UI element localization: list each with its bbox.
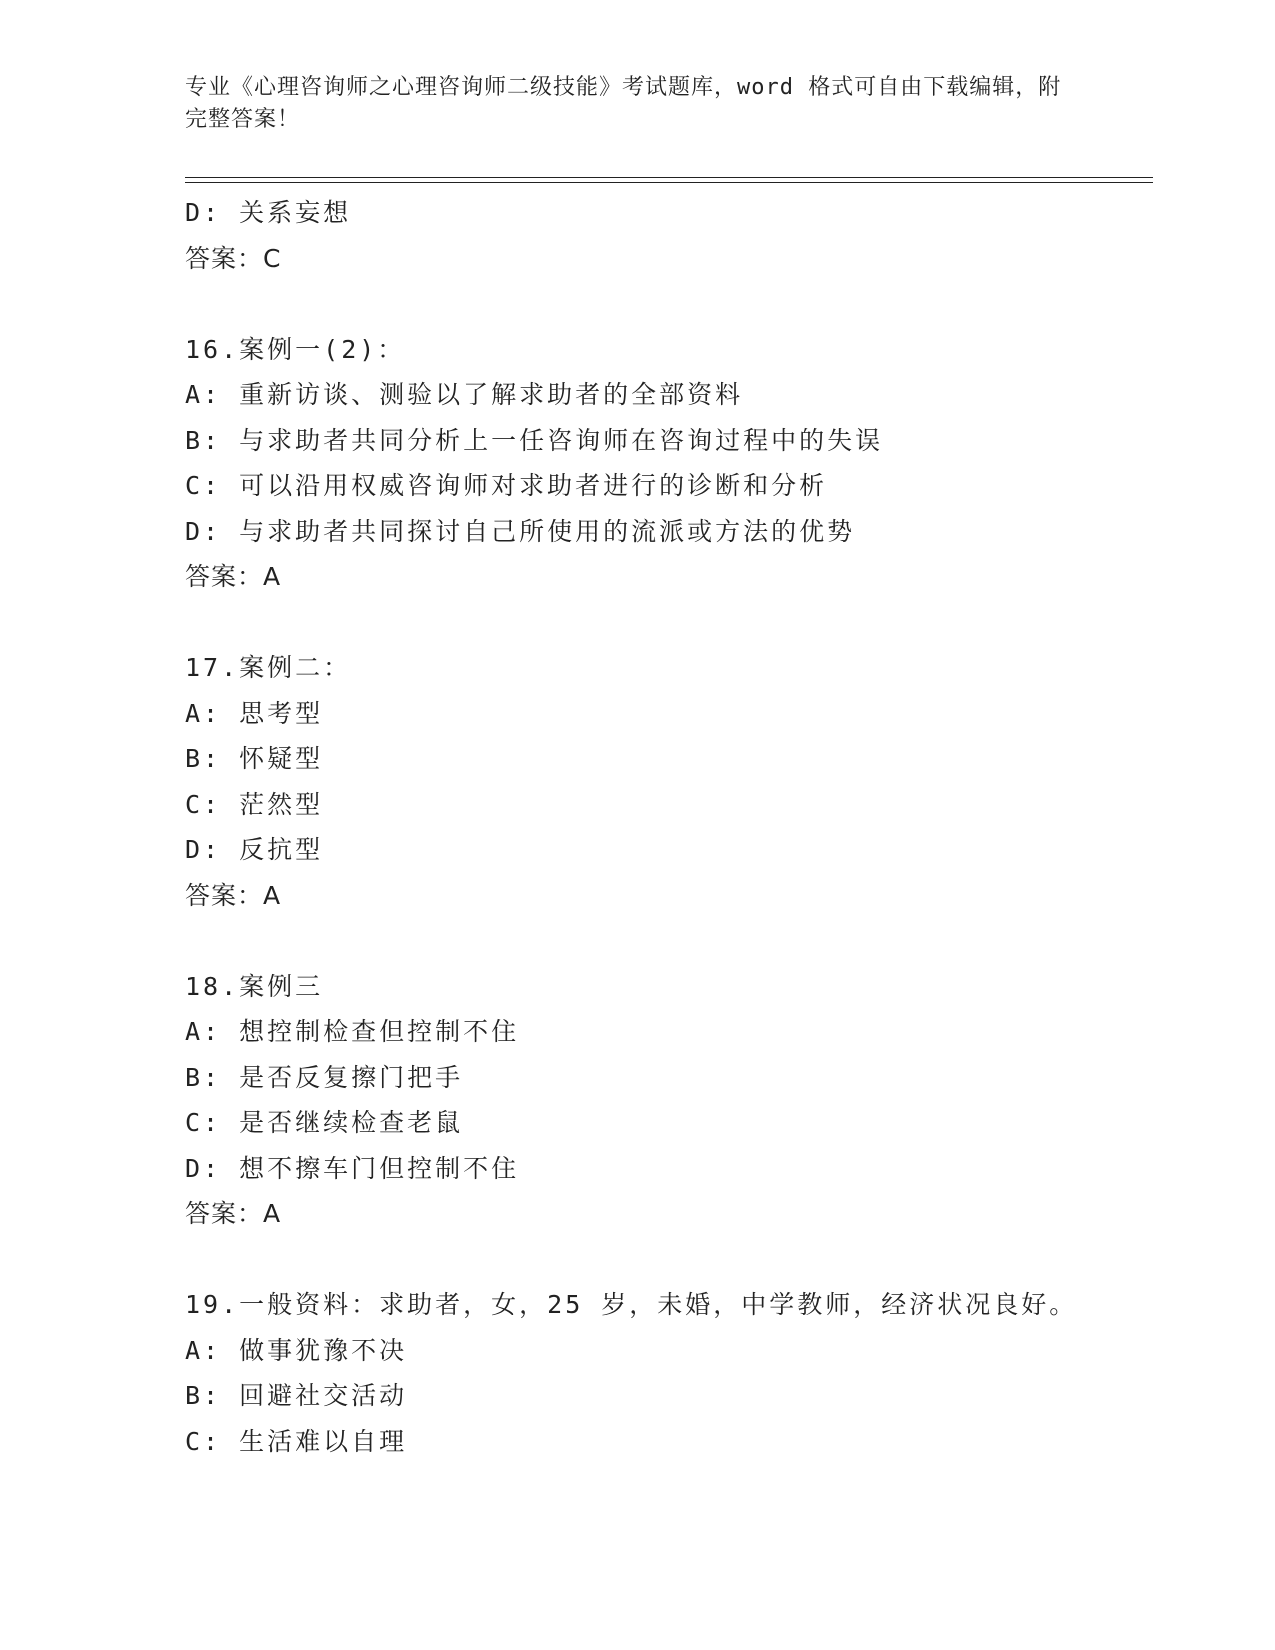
spacer (185, 600, 1153, 646)
answer-line: 答案：A (185, 880, 282, 910)
spacer (185, 281, 1153, 327)
answer-line: 答案：A (185, 1199, 282, 1228)
question-18 (185, 964, 1153, 1237)
option-d: D: 与求助者共同探讨自己所使用的流派或方法的优势 (185, 516, 856, 546)
option-a: A: 思考型 (185, 698, 324, 728)
question-stem: 18.案例三 (185, 971, 324, 1001)
answer-line: 答案：C (185, 243, 282, 273)
question-stem: 19.一般资料：求助者，女，25 岁，未婚，中学教师，经济状况良好。 (185, 1290, 1078, 1319)
header-divider-bottom (185, 182, 1153, 183)
option-c: C: 茫然型 (185, 789, 324, 819)
option-c: C: 可以沿用权威咨询师对求助者进行的诊断和分析 (185, 471, 828, 500)
option-c: C: 是否继续检查老鼠 (185, 1108, 464, 1137)
option-c: C: 生活难以自理 (185, 1426, 408, 1456)
option-d: D: 反抗型 (185, 835, 324, 864)
question-list (185, 190, 1153, 1464)
answer-line: 答案：A (185, 562, 282, 591)
question-17 (185, 645, 1153, 918)
option-b: B: 与求助者共同分析上一任咨询师在咨询过程中的失误 (185, 425, 884, 455)
document-header: 专业《心理咨询师之心理咨询师二级技能》考试题库，word 格式可自由下载编辑，附完整答案！ (185, 75, 1062, 132)
spacer (185, 918, 1153, 964)
option-a: A: 想控制检查但控制不住 (185, 1017, 520, 1046)
option-d: D: 想不擦车门但控制不住 (185, 1153, 520, 1183)
question-stem: 16.案例一(2)： (185, 334, 406, 364)
option-b: B: 是否反复擦门把手 (185, 1062, 464, 1092)
question-fragment (185, 190, 1153, 281)
option-a: A: 重新访谈、测验以了解求助者的全部资料 (185, 380, 744, 409)
option-b: B: 怀疑型 (185, 744, 324, 773)
question-19 (185, 1282, 1153, 1464)
question-stem: 17.案例二： (185, 653, 352, 682)
spacer (185, 1237, 1153, 1283)
option-a: A: 做事犹豫不决 (185, 1335, 408, 1365)
header-divider-top (185, 177, 1153, 178)
option-d: D: 关系妄想 (185, 198, 352, 227)
option-b: B: 回避社交活动 (185, 1381, 408, 1410)
question-16 (185, 327, 1153, 600)
